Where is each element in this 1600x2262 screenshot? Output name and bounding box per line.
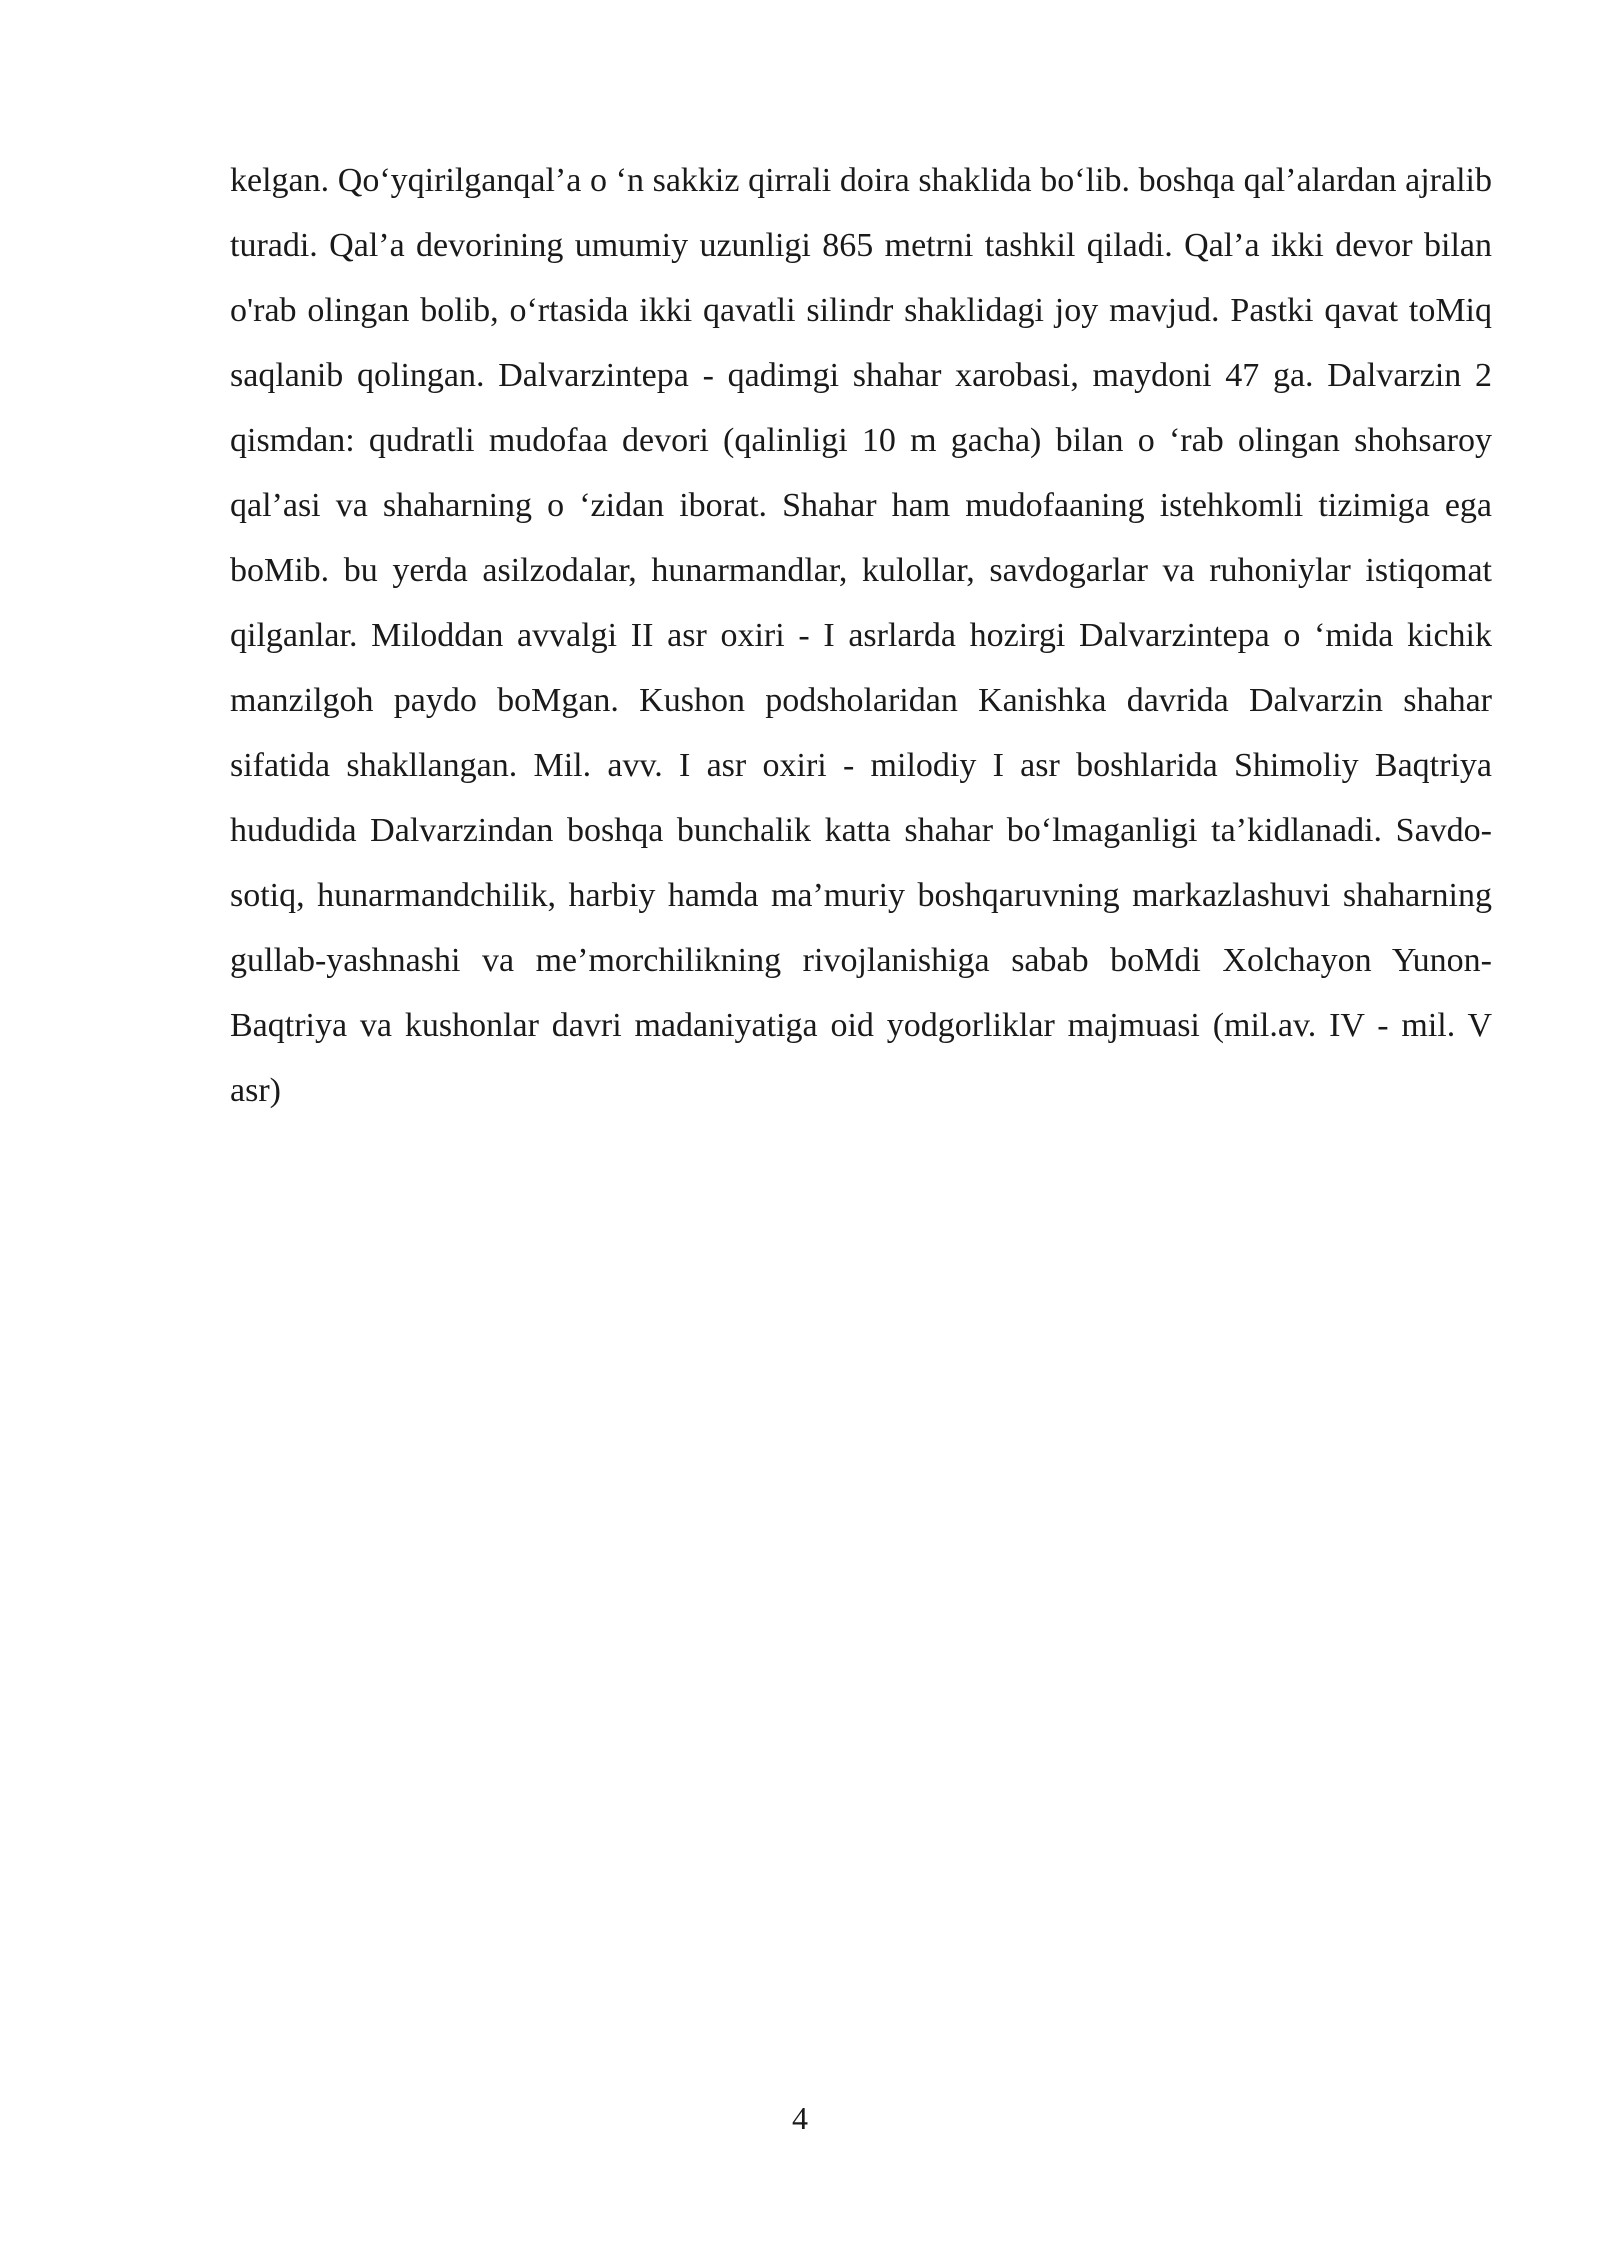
body-paragraph: kelgan. Qo‘yqirilganqal’a o ‘n sakkiz qirrali doira shaklida bo‘lib. boshqa qal’alardan ajralib turadi. Qal’a devorining umumiy uzunligi 865 metrni tashkil qiladi. Qal’a ikki devor bilan o'rab olingan bolib, o‘rtasida ikki qavatli silindr shaklidagi joy mavjud. Pastki qavat toMiq saqlanib qolingan. Dalvarzintepa - qadimgi shahar xarobasi, maydoni 47 ga. Dalvarzin 2 qismdan: qudratli mudofaa devori (qalinligi 10 m gacha) bilan o ‘rab olingan shohsaroy qal’asi va shaharning o ‘zidan iborat. Shahar ham mudofaaning istehkomli tizimiga ega boMib. bu yerda asilzodalar, hunarmandlar, kulollar, savdogarlar va ruhoniylar istiqomat qilganlar. Miloddan avvalgi II asr oxiri - I asrlarda hozirgi Dalvarzintepa o ‘mida kichik manzilgoh paydo boMgan. Kushon podsholaridan Kanishka davrida Dalvarzin shahar sifatida shakllangan. Mil. avv. I asr oxiri - milodiy I asr boshlarida Shimoliy Baqtriya hududida Dalvarzindan boshqa bunchalik katta shahar bo‘lmaganligi ta’kidlanadi. Savdo-sotiq, hunarmandchilik, harbiy hamda ma’muriy boshqaruvning markazlashuvi shaharning gullab-yashnashi va me’morchilikning rivojlanishiga sabab boMdi Xolchayon Yunon-Baqtriya va kushonlar davri madaniyatiga oid yodgorliklar majmuasi (mil.av. IV - mil. V asr) — [230, 162, 1492, 1109]
page-number: 4 — [792, 2100, 808, 2136]
